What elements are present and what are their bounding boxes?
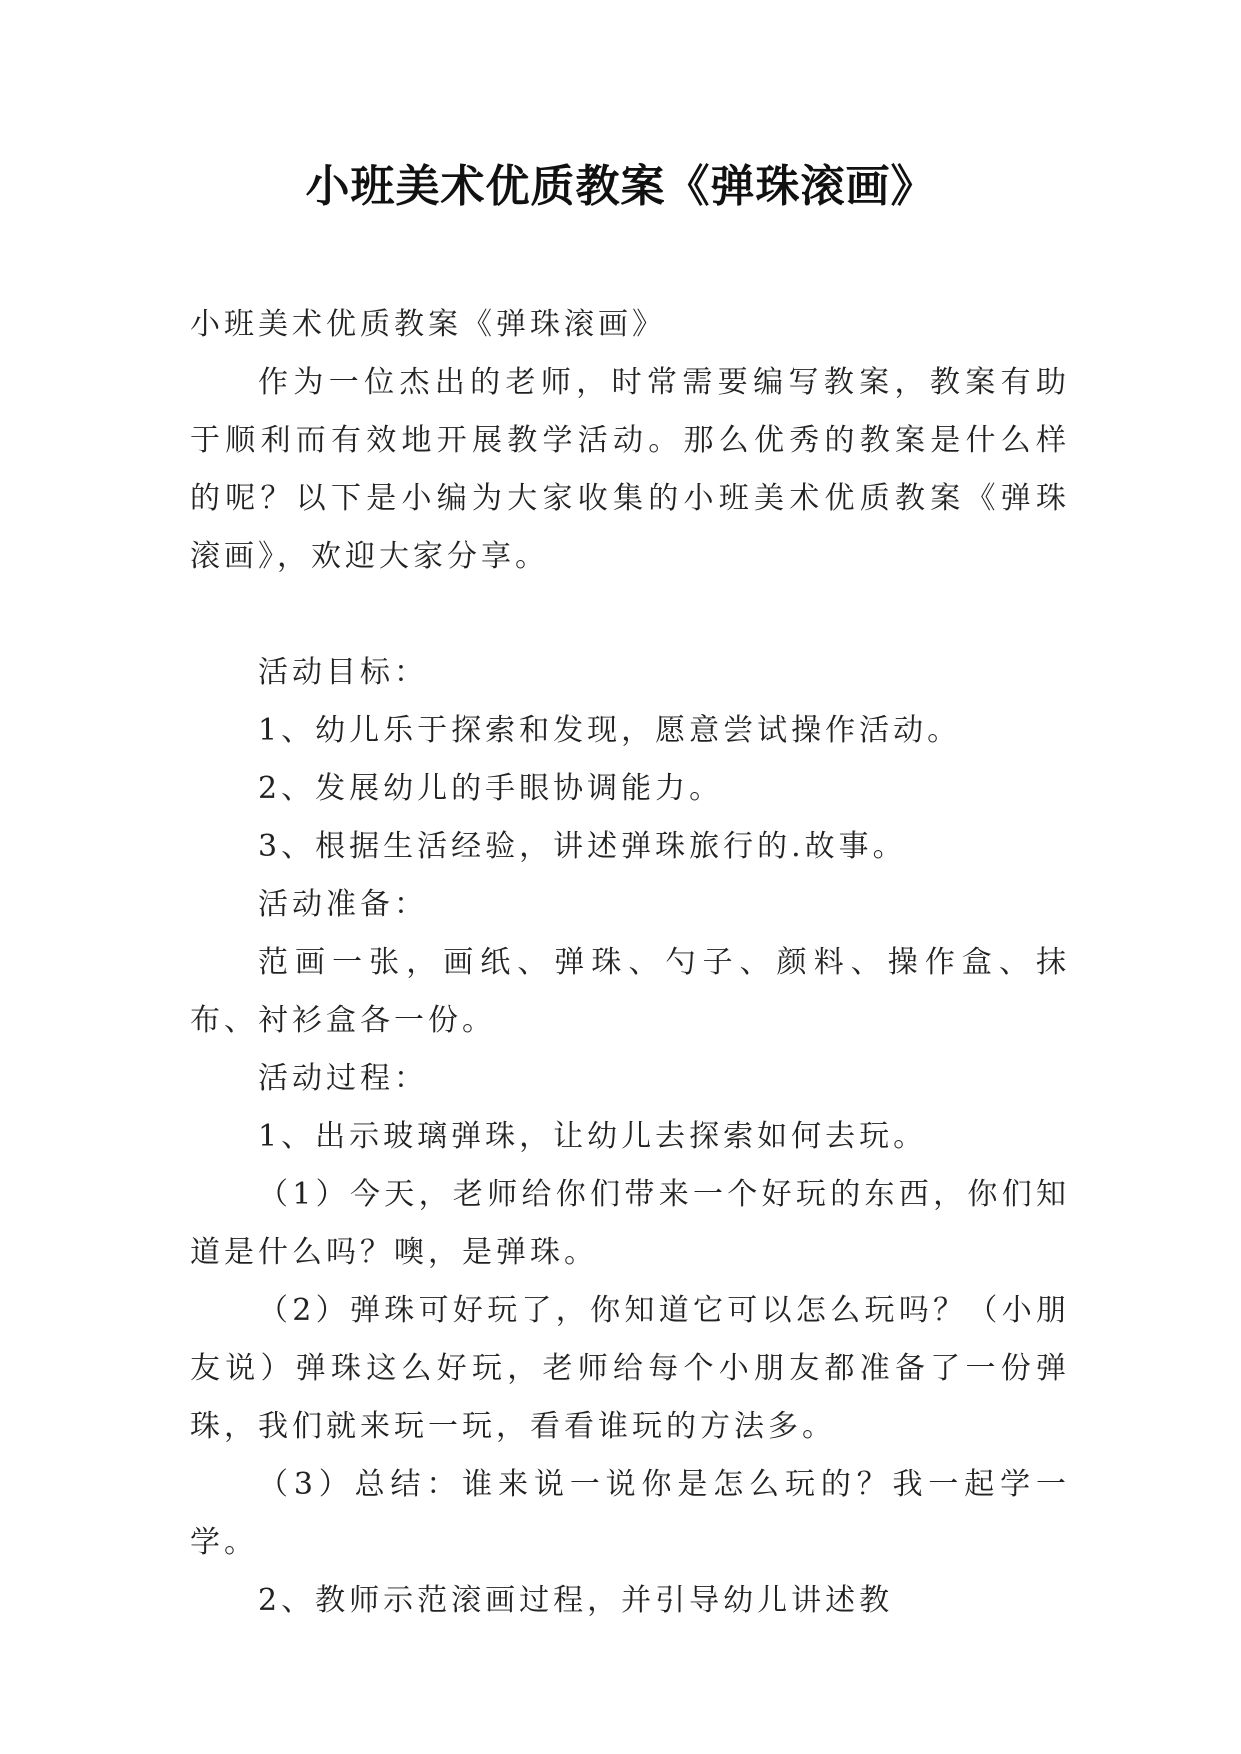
process-step-1: 1、出示玻璃弹珠，让幼儿去探索如何去玩。 [258,1119,928,1154]
document-body [190,296,1070,1630]
blank-line [190,586,1070,644]
paragraph-intro: 作为一位杰出的老师，时常需要编写教案，教案有助于顺利而有效地开展教学活动。那么优秀的教案是什么样的呢？以下是小编为大家收集的小班美术优质教案《弹珠滚画》，欢迎大家分享。 [190,365,1070,574]
heading-activity-preparation: 活动准备： [258,887,428,922]
process-step-2: 2、教师示范滚画过程，并引导幼儿讲述教 [258,1583,894,1618]
paragraph-subtitle: 小班美术优质教案《弹珠滚画》 [190,307,666,342]
heading-activity-process: 活动过程： [258,1061,428,1096]
goal-item-1: 1、幼儿乐于探索和发现，愿意尝试操作活动。 [258,713,962,748]
preparation-text: 范画一张，画纸、弹珠、勺子、颜料、操作盒、抹布、衬衫盒各一份。 [190,945,1070,1038]
goal-item-2: 2、发展幼儿的手眼协调能力。 [258,771,724,806]
process-substep-1: （1）今天，老师给你们带来一个好玩的东西，你们知道是什么吗？噢，是弹珠。 [190,1177,1070,1270]
process-substep-3: （3）总结：谁来说一说你是怎么玩的？我一起学一学。 [190,1467,1070,1560]
goal-item-3: 3、根据生活经验，讲述弹珠旅行的.故事。 [258,829,907,864]
document-title: 小班美术优质教案《弹珠滚画》 [305,161,936,212]
heading-activity-goals: 活动目标： [258,655,428,690]
process-substep-2: （2）弹珠可好玩了，你知道它可以怎么玩吗？（小朋友说）弹珠这么好玩，老师给每个小朋友都准备了一份弹珠，我们就来玩一玩，看看谁玩的方法多。 [190,1293,1070,1444]
